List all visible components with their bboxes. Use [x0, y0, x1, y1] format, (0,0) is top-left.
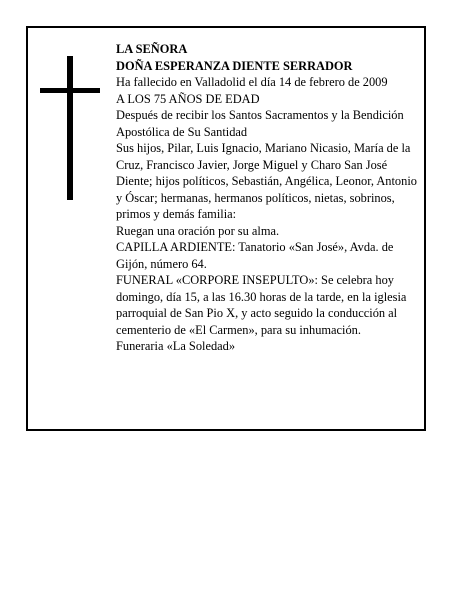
sacraments-text: Después de recibir los Santos Sacramentos y la Bendición Apostólica de Su Santidad [116, 108, 404, 139]
cross-horizontal-bar [40, 88, 100, 93]
deceased-name: DOÑA ESPERANZA DIENTE SERRADOR [116, 58, 353, 73]
funeral-home-text: Funeraria «La Soledad» [116, 339, 236, 353]
cross-vertical-bar [67, 56, 73, 200]
notice-text [116, 41, 424, 355]
age-line: A LOS 75 AÑOS DE EDAD [116, 91, 260, 106]
prayer-text: Ruegan una oración por su alma. [116, 223, 280, 238]
family-text: Sus hijos, Pilar, Luis Ignacio, Mariano Nicasio, María de la Cruz, Francisco Javier, Jorge Miguel y Charo San José Diente; hijos políticos, Sebastián, Angélica, Leonor, Antonio y Óscar; hermanas, hermanos políticos, nietas, sobrinos, primos y demás familia: [116, 141, 417, 221]
obituary-notice [26, 26, 426, 431]
chapel-text: CAPILLA ARDIENTE: Tanatorio «San José», Avda. de Gijón, número 64. [116, 240, 394, 271]
funeral-text: FUNERAL «CORPORE INSEPULTO»: Se celebra hoy domingo, día 15, a las 16.30 horas de la tarde, en la iglesia parroquial de San Pio X, y acto seguido la conducción al cementerio de «El Carmen», para su inhumación. [116, 273, 407, 337]
notice-title-line-1: LA SEÑORA [116, 42, 188, 56]
death-date-line: Ha fallecido en Valladolid el día 14 de febrero de 2009 [116, 75, 388, 89]
cross-icon [40, 56, 106, 200]
